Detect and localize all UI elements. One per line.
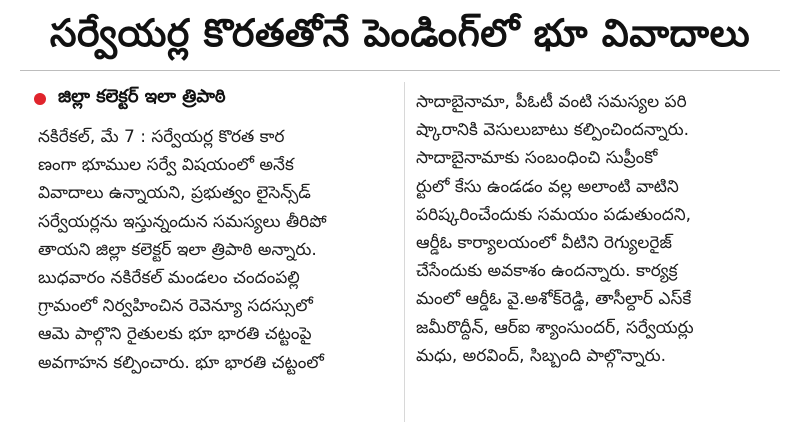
article-line: జమీరొద్దీన్, ఆర్ఐ శ్యాంసుందర్, సర్వేయర్లు [416,317,694,338]
headline-rule [20,70,780,71]
article-line: అవగాహన కల్పించారు. భూ భారతి చట్టంలో [38,352,324,373]
article-line: చేసేందుకు అవకాశం ఉందన్నారు. కార్యక్ర [416,261,678,282]
article-line: సర్వేయర్లను ఇస్తున్నందున సమస్యలు తీరిపో [38,211,327,232]
article-line: బుధవారం నకిరేకల్ మండలం చందంపల్లి [38,268,300,289]
article-line: వివాదాలు ఉన్నాయని, ప్రభుత్వం లైసెన్స్‌డ్ [38,183,311,204]
article-line: గ్రామంలో నిర్వహించిన రెవెన్యూ సదస్సులో [38,296,313,317]
article-line: నకిరేకల్, మే 7 : సర్వేయర్ల కొరత కార [38,127,285,147]
bullet-icon [34,93,46,105]
article-line: మంలో ఆర్డీఓ వై.అశోక్‌రెడ్డి, తాసీల్దార్ ఎస్‌కే [416,289,692,310]
article-line: సాదాబైనామా, పీఓటీ వంటి సమస్యల పరి [416,92,687,112]
byline [34,86,226,111]
article-right-column [416,88,788,370]
headline: సర్వేయర్ల కొరతతోనే పెండింగ్‌లో భూ వివాదాలు [49,11,751,55]
article-line: ఆర్డీఓ కార్యాలయంలో వీటిని రెగ్యులరైజ్ [416,233,672,254]
article-line: ఆమె పాల్గొని రైతులకు భూ భారతి చట్టంపై [38,324,312,345]
article-line: పరిష్కరించేందుకు సమయం పడుతుందని, [416,204,692,225]
article-line: ర్టులో కేసు ఉండడం వల్ల అలాంటి వాటిని [416,176,679,197]
article-line: తాయని జిల్లా కలెక్టర్ ఇలా త్రిపాఠి అన్నారు. [38,239,317,260]
article-left-column [38,123,398,377]
column-divider [404,82,405,422]
article-line: ణంగా భూముల సర్వే విషయంలో అనేక [38,155,294,176]
byline-text: జిల్లా కలెక్టర్ ఇలా త్రిపాఠి [58,86,226,107]
article-line: మధు, అరవింద్, సిబ్బంది పాల్గొన్నారు. [416,345,667,366]
article-line: ష్కారానికి వెసులుబాటు కల్పించిందన్నారు. [416,120,690,141]
article-line: సాదాబైనామాకు సంబంధించి సుప్రీంకో [416,148,658,169]
